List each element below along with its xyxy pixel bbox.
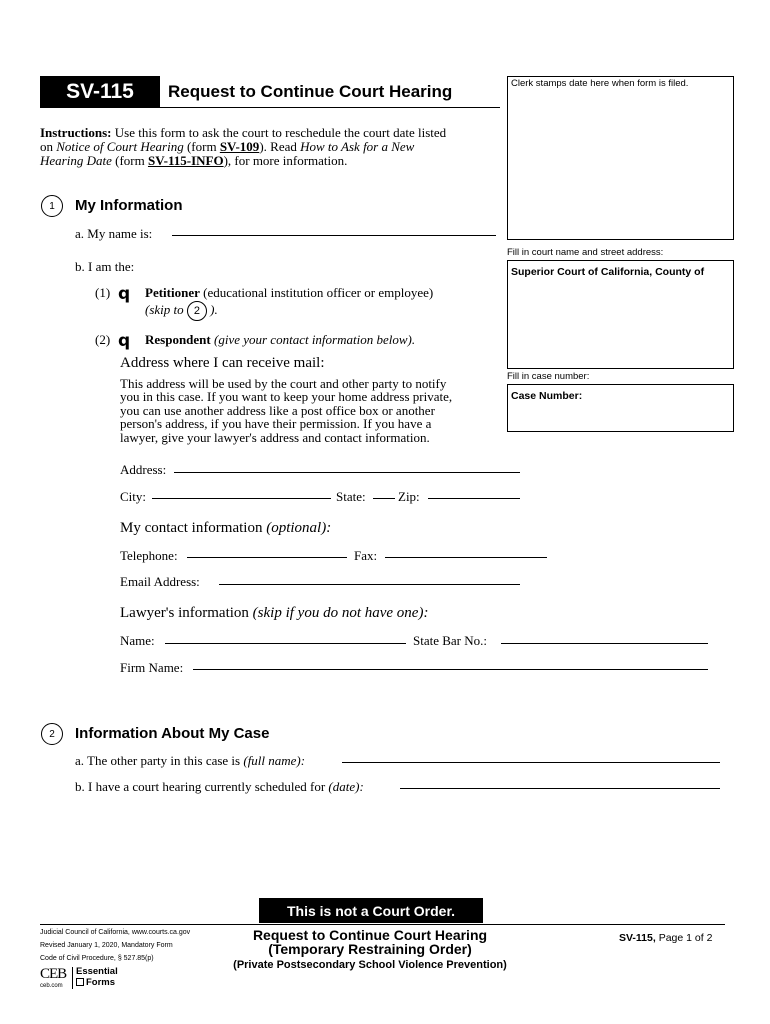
address-label: Address:	[120, 462, 167, 477]
clerk-caption: Clerk stamps date here when form is filed.	[511, 78, 689, 89]
case-label: Case Number:	[511, 390, 583, 402]
name-label: a. My name is:	[75, 226, 153, 241]
sv-115-info-link[interactable]: SV-115-INFO	[147, 153, 224, 168]
footer-subtitle: (Temporary Restraining Order)	[268, 941, 472, 957]
telephone-field[interactable]	[187, 557, 347, 558]
essential-forms-icon	[76, 978, 84, 986]
other-party-hint: (full name):	[243, 753, 306, 768]
state-label: State:	[336, 489, 366, 504]
telephone-label: Telephone:	[120, 548, 178, 563]
clerk-stamp-box	[507, 76, 734, 240]
firm-name-field[interactable]	[193, 669, 708, 670]
ceb-logo-text: CEB	[40, 966, 67, 982]
section-2-number: 2	[41, 723, 63, 745]
city-label: City:	[120, 489, 147, 504]
not-court-order-banner: This is not a Court Order.	[259, 898, 483, 923]
form-title: Request to Continue Court Hearing	[168, 82, 453, 101]
contact-heading-text: My contact information	[120, 520, 267, 536]
skip-end: ).	[210, 301, 218, 317]
lawyer-heading	[120, 605, 428, 622]
contact-heading-optional: (optional):	[266, 520, 332, 536]
zip-label: Zip:	[398, 489, 420, 504]
section-1-title: My Information	[75, 197, 183, 214]
case-caption: Fill in case number:	[507, 371, 590, 382]
section-1-number: 1	[41, 195, 63, 217]
logo-divider	[72, 967, 73, 989]
footer-title-block	[210, 928, 530, 972]
state-bar-field[interactable]	[501, 643, 708, 644]
mail-text: person's address, if you have their permission. If you have a	[120, 416, 432, 432]
instructions-text: on	[40, 139, 57, 154]
instructions-lead: Instructions:	[40, 125, 112, 140]
email-field[interactable]	[219, 584, 520, 585]
footer-code: Code of Civil Procedure, § 527.85(p)	[40, 955, 154, 962]
court-label: Superior Court of California, County of	[511, 266, 705, 278]
essential-forms-text: Essential	[76, 966, 118, 977]
skip-text: (skip to	[145, 301, 184, 317]
skip-note	[145, 301, 218, 321]
lawyer-heading-text: Lawyer's information	[120, 605, 253, 621]
title-rule	[40, 107, 500, 108]
section-2-title: Information About My Case	[75, 725, 270, 742]
instructions-line1: Use this form to ask the court to reschedule the court date listed	[114, 125, 447, 140]
city-field[interactable]	[152, 498, 331, 499]
respondent-checkbox[interactable]: q	[118, 331, 131, 351]
ceb-logo-url: ceb.com	[40, 983, 63, 989]
other-party-field[interactable]	[342, 762, 720, 763]
instructions-text: (form	[183, 139, 220, 154]
instructions-text: ). Read	[259, 139, 301, 154]
sv-109-link[interactable]: SV-109	[219, 139, 260, 154]
respondent-desc: (give your contact information below).	[210, 332, 416, 347]
instructions-form-ref: How to Ask for a New	[300, 139, 415, 154]
hearing-date-hint: (date):	[328, 779, 364, 794]
forms-text: Forms	[86, 977, 116, 988]
court-name-box[interactable]	[507, 260, 734, 369]
instructions	[40, 126, 500, 168]
respondent-option	[145, 332, 415, 348]
lawyer-name-field[interactable]	[165, 643, 406, 644]
petitioner-option	[145, 285, 433, 301]
other-party-text: a. The other party in this case is	[75, 753, 244, 768]
role-label: b. I am the:	[75, 259, 135, 274]
footer-revised: Revised January 1, 2020, Mandatory Form	[40, 942, 173, 949]
hearing-date-text: b. I have a court hearing currently scheduled for	[75, 779, 329, 794]
hearing-date-label	[75, 779, 364, 795]
court-caption: Fill in court name and street address:	[507, 247, 664, 258]
firm-name-label: Firm Name:	[120, 660, 184, 675]
footer-form-ref: SV-115,	[619, 932, 656, 944]
lawyer-heading-skip: (skip if you do not have one):	[252, 605, 429, 621]
state-bar-label: State Bar No.:	[413, 633, 488, 648]
instructions-form-ref: Notice of Court Hearing	[56, 139, 184, 154]
ceb-logo	[40, 966, 130, 992]
case-number-box[interactable]	[507, 384, 734, 432]
instructions-text: ), for more information.	[223, 153, 348, 168]
zip-field[interactable]	[428, 498, 520, 499]
email-label: Email Address:	[120, 574, 200, 589]
name-field[interactable]	[172, 235, 496, 236]
mail-text: lawyer, give your lawyer's address and contact information.	[120, 429, 430, 445]
state-field[interactable]	[373, 498, 395, 499]
footer-page-number: Page 1 of 2	[658, 932, 713, 944]
mail-paragraph	[120, 377, 505, 444]
instructions-form-ref: Hearing Date	[40, 153, 112, 168]
skip-section-2-circle: 2	[187, 301, 207, 321]
option-2-number: (2)	[95, 332, 111, 347]
mail-text: you can use another address like a post office box or another	[120, 402, 435, 418]
mail-text: This address will be used by the court and other party to notify	[120, 376, 447, 391]
fax-field[interactable]	[385, 557, 547, 558]
instructions-text: (form	[111, 153, 148, 168]
footer-page-ref	[619, 932, 712, 944]
petitioner-label: Petitioner	[145, 285, 200, 300]
contact-heading	[120, 520, 331, 537]
mail-heading: Address where I can receive mail:	[120, 355, 325, 371]
hearing-date-field[interactable]	[400, 788, 720, 789]
mail-text: you in this case. If you want to keep your home address private,	[120, 389, 453, 405]
respondent-label: Respondent	[145, 332, 211, 347]
fax-label: Fax:	[354, 548, 378, 563]
form-number-badge: SV-115	[40, 76, 160, 107]
footer-subtitle-2: (Private Postsecondary School Violence Prevention)	[233, 959, 507, 971]
footer-title: Request to Continue Court Hearing	[252, 927, 488, 943]
footer-judicial-council: Judicial Council of California, www.courts.ca.gov	[40, 929, 191, 936]
option-1-number: (1)	[95, 285, 111, 300]
address-field[interactable]	[174, 472, 520, 473]
petitioner-desc: (educational institution officer or employee)	[199, 285, 434, 300]
footer-rule	[40, 924, 725, 925]
lawyer-name-label: Name:	[120, 633, 155, 648]
other-party-label	[75, 753, 305, 769]
petitioner-checkbox[interactable]: q	[118, 284, 131, 304]
